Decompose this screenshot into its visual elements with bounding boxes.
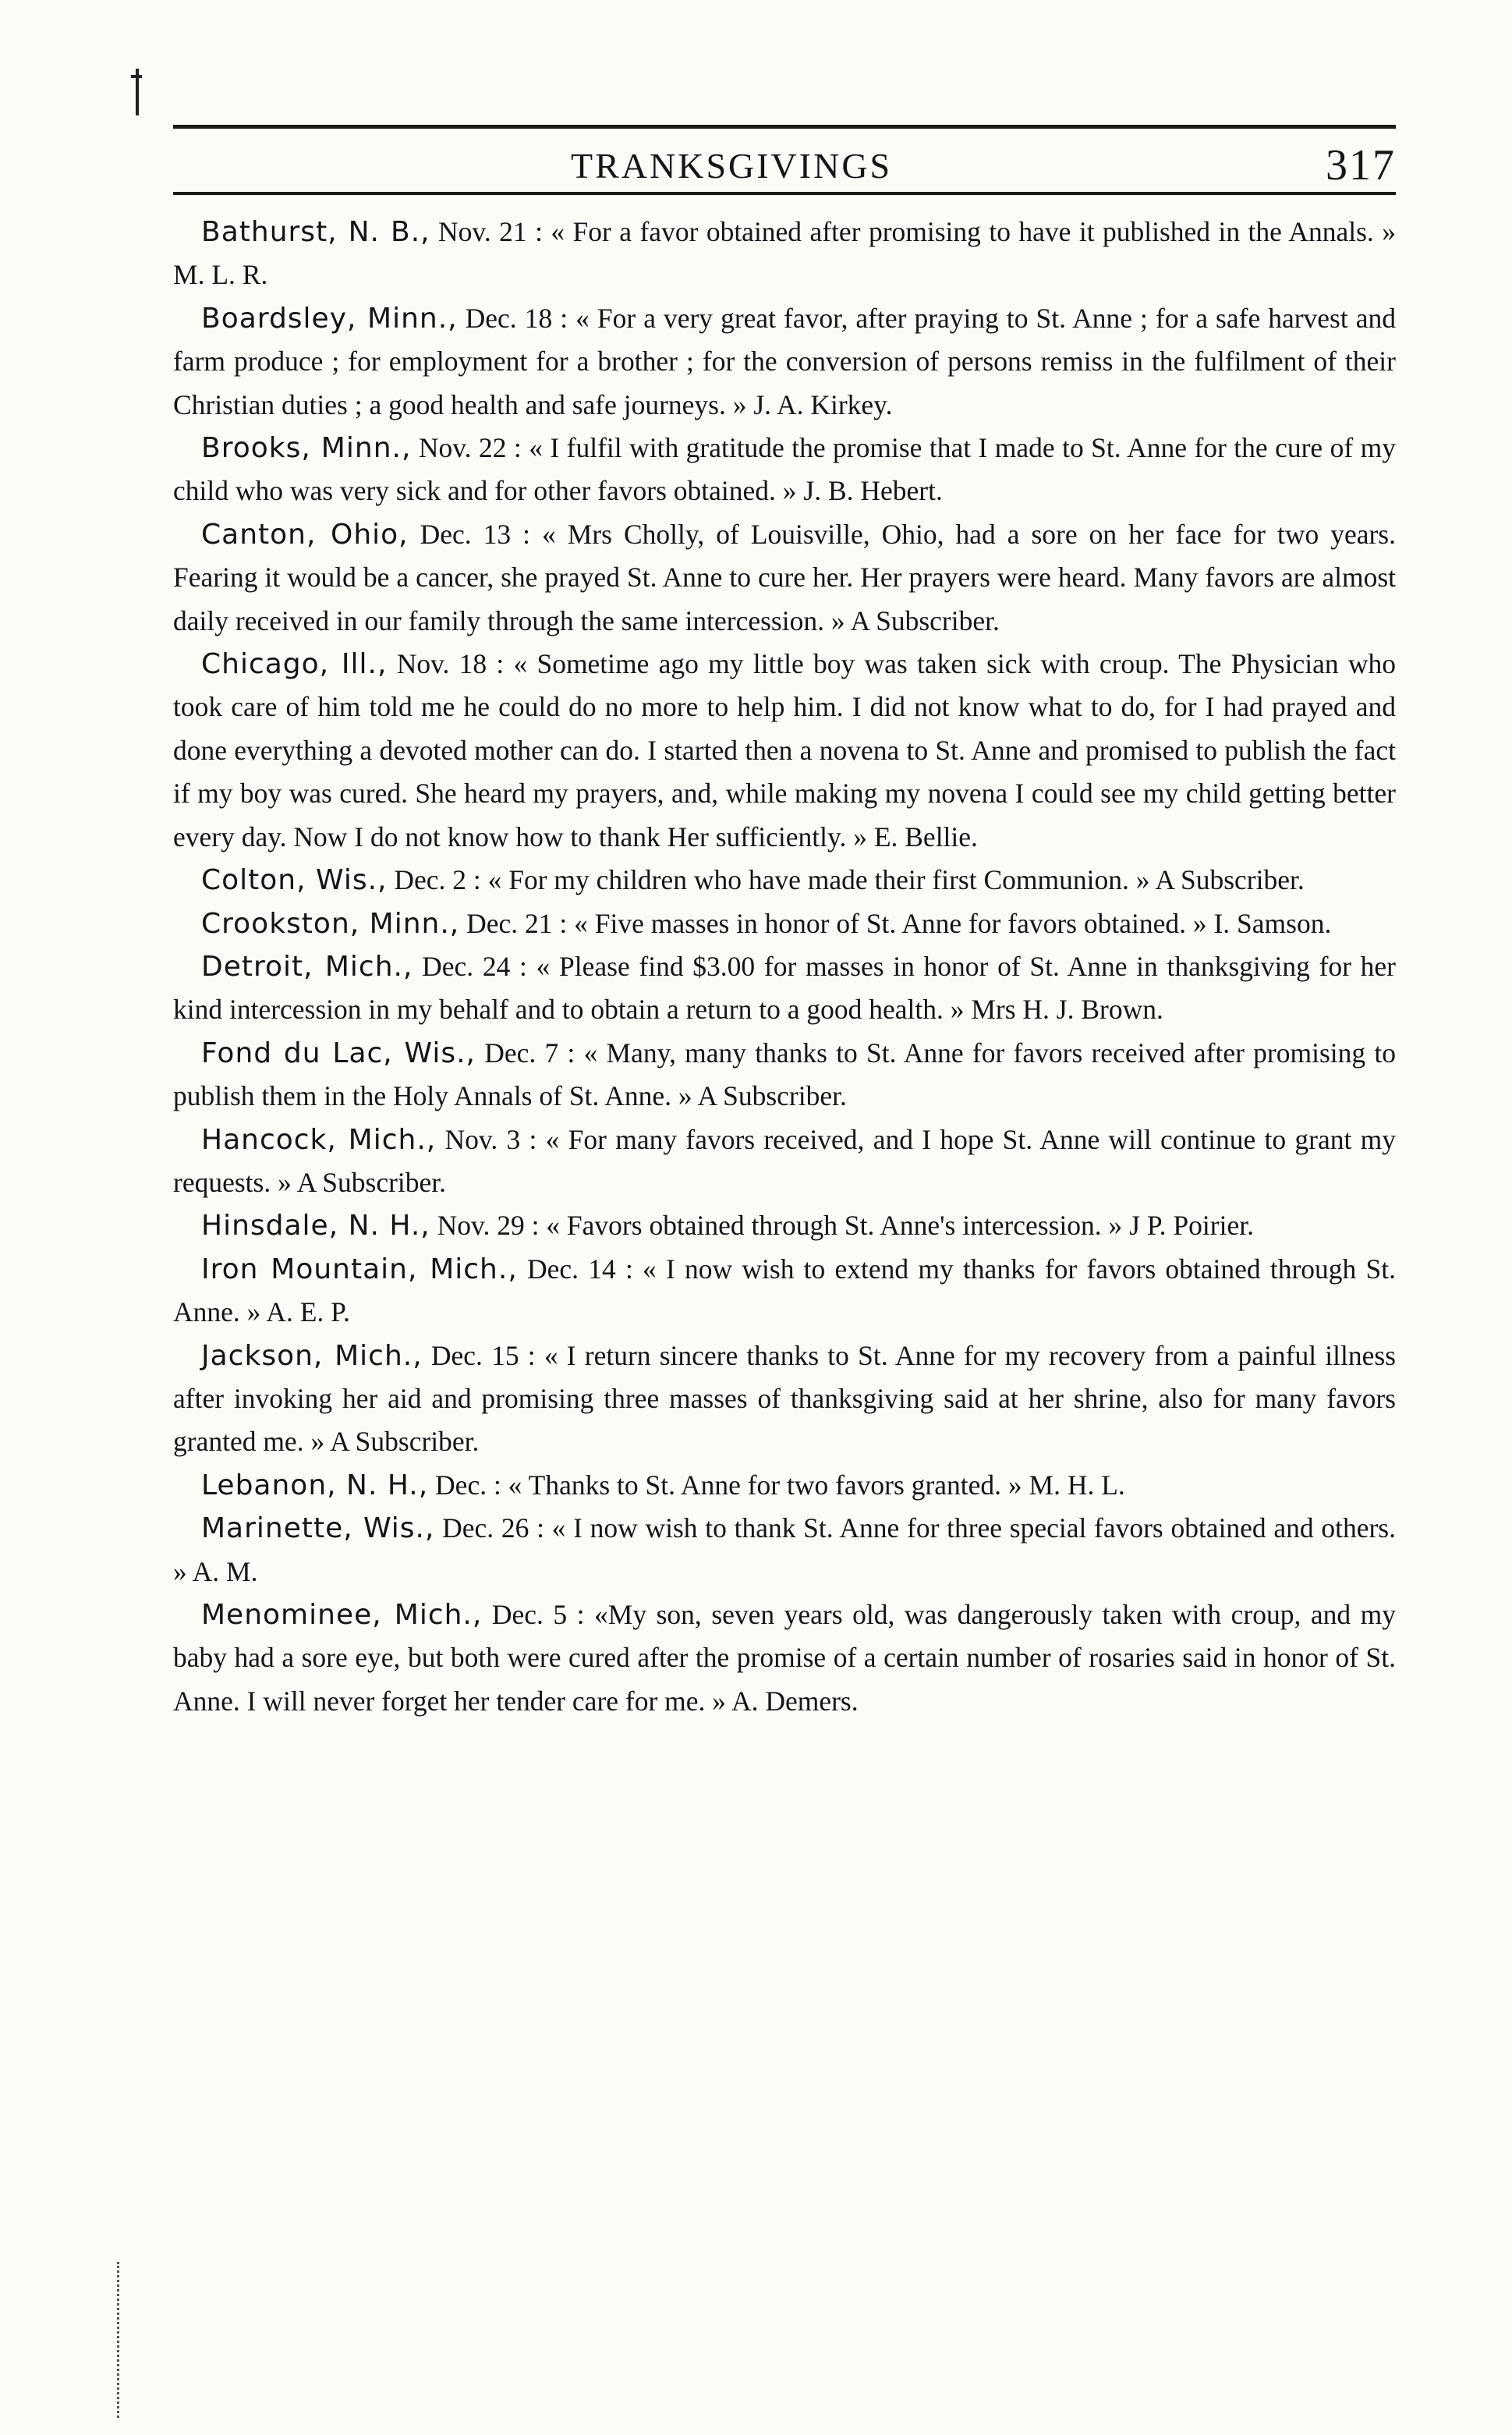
- entry-text: Dec. 15 : « I return sincere thanks to St. Anne for my recovery from a painful illness after invoking her aid and promising three masses of thanksgiving said at her shrine, also for many favors granted me. » A Subscriber.: [173, 1339, 1396, 1458]
- entry-text: Nov. 21 : « For a favor obtained after promising to have it published in the Annals. » M. L. R.: [173, 216, 1396, 291]
- entry: [173, 1464, 1396, 1507]
- entry: [173, 1593, 1396, 1723]
- entry: [173, 902, 1396, 945]
- entry: [173, 1507, 1396, 1593]
- entry: [173, 1032, 1396, 1118]
- entry: [173, 1248, 1396, 1334]
- entry-place: Jackson, Mich.,: [201, 1339, 423, 1372]
- entry: [173, 211, 1396, 297]
- page-header: [173, 134, 1396, 190]
- entry-text: Dec. 13 : « Mrs Cholly, of Louisville, Ohio, had a sore on her face for two years. Fearing it would be a cancer, she prayed St. Anne to cure her. Her prayers were heard. Many favors are almost daily received in our family through the same intercession. » A Subscriber.: [173, 518, 1396, 636]
- margin-dots: [117, 2262, 122, 2418]
- margin-mark-tick: [131, 75, 142, 78]
- entry: [173, 1334, 1396, 1464]
- entry-place: Canton, Ohio,: [201, 518, 409, 551]
- entry-text: Nov. 3 : « For many favors received, and I hope St. Anne will continue to grant my requests. » A Subscriber.: [173, 1123, 1396, 1198]
- entry-text: Dec. : « Thanks to St. Anne for two favors granted. » M. H. L.: [428, 1469, 1125, 1501]
- entry-text: Nov. 22 : « I fulfil with gratitude the promise that I made to St. Anne for the cure of my child who was very sick and for other favors obtained. » J. B. Hebert.: [173, 432, 1396, 507]
- entry-text: Nov. 29 : « Favors obtained through St. Anne's intercession. » J P. Poirier.: [430, 1210, 1254, 1242]
- entry: [173, 427, 1396, 513]
- entry-text: Dec. 14 : « I now wish to extend my thanks for favors obtained through St. Anne. » A. E. P.: [173, 1253, 1396, 1328]
- entry: [173, 1204, 1396, 1247]
- entry-place: Hinsdale, N. H.,: [201, 1210, 430, 1242]
- entry-text: Dec. 18 : « For a very great favor, after praying to St. Anne ; for a safe harvest and farm produce ; for employment for a brother ; for the conversion of persons remiss in the fulfilment of their Christian duties ; a good health and safe journeys. » J. A. Kirkey.: [173, 302, 1397, 420]
- entry-place: Hancock, Mich.,: [201, 1123, 437, 1156]
- entry-text: Dec. 2 : « For my children who have made their first Communion. » A Subscriber.: [387, 864, 1305, 896]
- entry-place: Lebanon, N. H.,: [201, 1469, 429, 1501]
- entry-place: Menominee, Mich.,: [201, 1599, 483, 1631]
- entry: [173, 859, 1396, 902]
- header-rule: [173, 192, 1396, 195]
- entry: [173, 643, 1396, 859]
- page-number: 317: [1326, 141, 1396, 190]
- entry-text: Dec. 26 : « I now wish to thank St. Anne for three special favors obtained and others. » A. M.: [173, 1512, 1396, 1587]
- entry-text: Dec. 24 : « Please find $3.00 for masses in honor of St. Anne in thanksgiving for her kind intercession in my behalf and to obtain a return to a good health. » Mrs H. J. Brown.: [173, 950, 1396, 1026]
- entry-place: Colton, Wis.,: [201, 864, 388, 897]
- entry: [173, 297, 1396, 427]
- entry-place: Boardsley, Minn.,: [201, 302, 458, 335]
- running-head: TRANKSGIVINGS: [571, 146, 893, 186]
- entry: [173, 945, 1396, 1032]
- thanksgiving-entries: [173, 211, 1396, 1723]
- entry-place: Bathurst, N. B.,: [201, 216, 430, 248]
- entry: [173, 1118, 1396, 1205]
- entry-place: Marinette, Wis.,: [201, 1512, 435, 1545]
- entry: [173, 513, 1396, 643]
- entry-place: Chicago, Ill.,: [201, 648, 388, 681]
- entry-text: Dec. 5 : «My son, seven years old, was dangerously taken with croup, and my baby had a sore eye, but both were cured after the promise of a certain number of rosaries said in honor of St. Anne. I will never forget her tender care for me. » A. Demers.: [173, 1599, 1396, 1717]
- entry-place: Crookston, Minn.,: [201, 907, 460, 940]
- entry-place: Brooks, Minn.,: [201, 432, 412, 465]
- top-rule: [173, 125, 1396, 129]
- entry-place: Fond du Lac, Wis.,: [201, 1037, 476, 1069]
- entry-place: Iron Mountain, Mich.,: [201, 1253, 518, 1285]
- entry-text: Dec. 21 : « Five masses in honor of St. Anne for favors obtained. » I. Samson.: [459, 907, 1332, 939]
- entry-text: Dec. 7 : « Many, many thanks to St. Anne for favors received after promising to publish them in the Holy Annals of St. Anne. » A Subscriber.: [173, 1037, 1397, 1112]
- entry-place: Detroit, Mich.,: [201, 950, 413, 983]
- entry-text: Nov. 18 : « Sometime ago my little boy was taken sick with croup. The Physician who took care of him told me he could do no more to help him. I did not know what to do, for I had prayed and done everything a devoted mother can do. I started then a novena to St. Anne and promised to publish the fact if my boy was cured. She heard my prayers, and, while making my novena I could see my child getting better every day. Now I do not know how to thank Her sufficiently. » E. Bellie.: [173, 648, 1396, 852]
